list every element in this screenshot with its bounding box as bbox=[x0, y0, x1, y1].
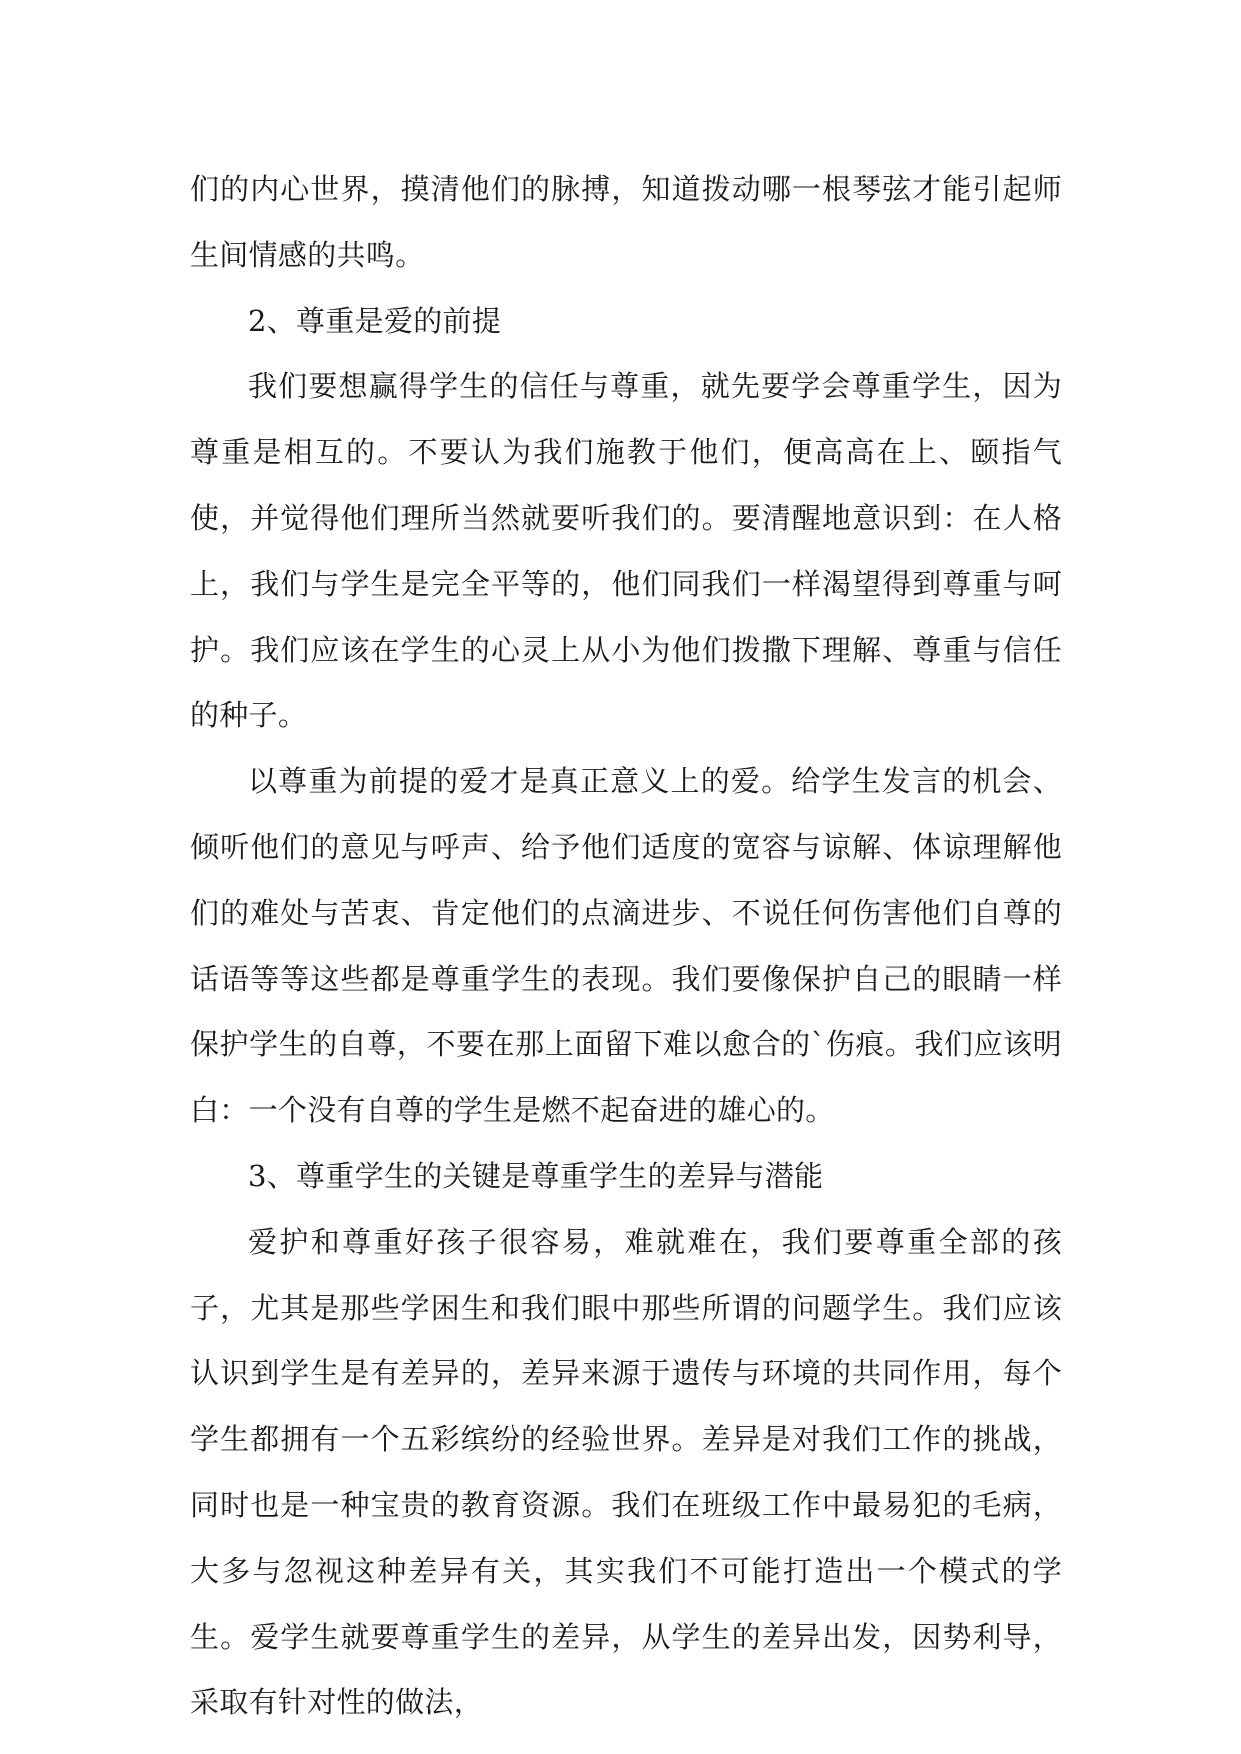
paragraph: 爱护和尊重好孩子很容易，难就难在，我们要尊重全部的孩子，尤其是那些学困生和我们眼中那些所谓的问题学生。我们应该认识到学生是有差异的，差异来源于遗传与环境的共同作用，每个学生都拥有一个五彩缤纷的经验世界。差异是对我们工作的挑战，同时也是一种宝贵的教育资源。我们在班级工作中最易犯的毛病，大多与忽视这种差异有关，其实我们不可能打造出一个模式的学生。爱学生就要尊重学生的差异，从学生的差异出发，因势利导，采取有针对性的做法， bbox=[190, 1224, 1062, 1720]
paragraph-continuation: 们的内心世界，摸清他们的脉搏，知道拨动哪一根琴弦才能引起师生间情感的共鸣。 bbox=[190, 172, 1062, 272]
body-text bbox=[190, 157, 1062, 1736]
section-heading-3: 3、尊重学生的关键是尊重学生的差异与潜能 bbox=[248, 1158, 824, 1193]
section-heading-2: 2、尊重是爱的前提 bbox=[248, 303, 502, 338]
paragraph: 以尊重为前提的爱才是真正意义上的爱。给学生发言的机会、倾听他们的意见与呼声、给予他们适度的宽容与谅解、体谅理解他们的难处与苦衷、肯定他们的点滴进步、不说任何伤害他们自尊的话语等等这些都是尊重学生的表现。我们要像保护自己的眼睛一样保护学生的自尊，不要在那上面留下难以愈合的`伤痕。我们应该明白：一个没有自尊的学生是燃不起奋进的雄心的。 bbox=[190, 764, 1062, 1128]
paragraph: 我们要想赢得学生的信任与尊重，就先要学会尊重学生，因为尊重是相互的。不要认为我们施教于他们，便高高在上、颐指气使，并觉得他们理所当然就要听我们的。要清醒地意识到：在人格上，我们与学生是完全平等的，他们同我们一样渴望得到尊重与呵护。我们应该在学生的心灵上从小为他们拨撒下理解、尊重与信任的种子。 bbox=[190, 369, 1062, 733]
